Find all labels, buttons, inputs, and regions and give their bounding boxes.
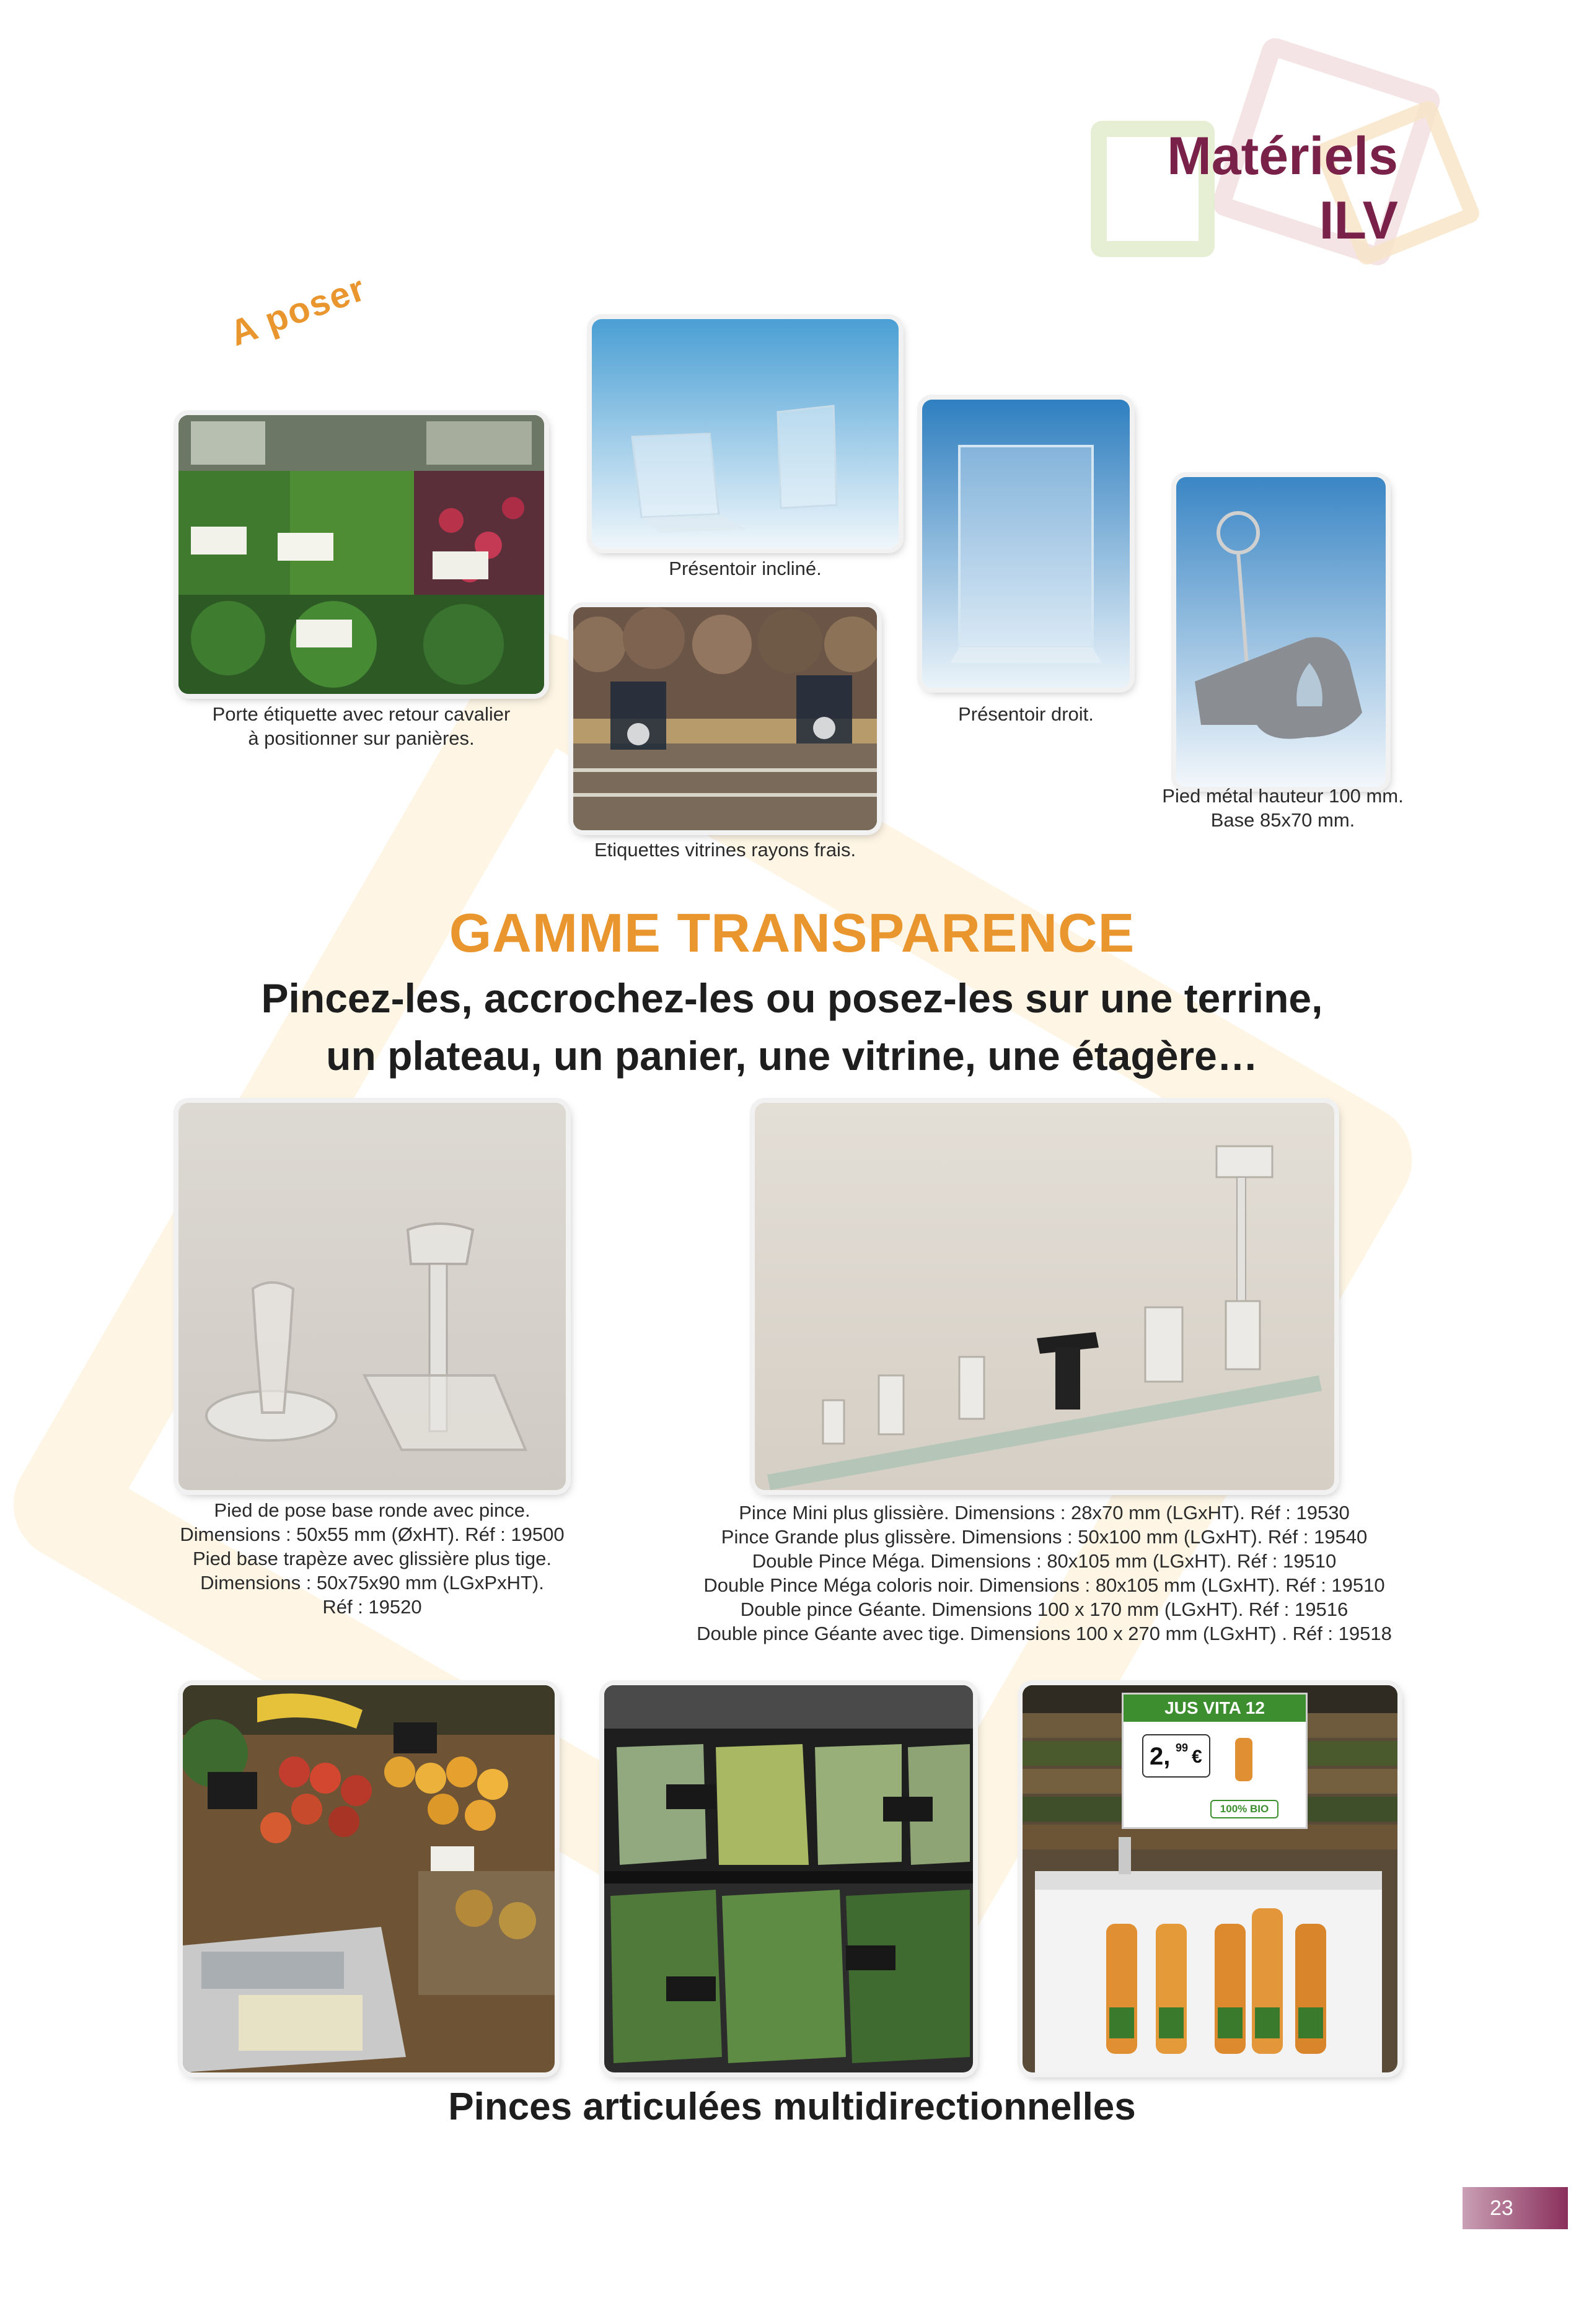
caption-porte-etiquette: Porte étiquette avec retour cavalier à positionner sur panières. [212, 703, 511, 749]
caption-pinces-glissiere: Pince Mini plus glissière. Dimensions : 28x70 mm (LGxHT). Réf : 19530 Pince Grande plus glissère. Dimensions : 50x100 mm (LGxHT). Réf : 19540 Double Pince Méga. Dimensions : 80x105 mm (LGxHT). Réf : 19510 Double Pince Méga coloris noir. Dimensions : 80x105 mm (LGxHT). Réf : 19510 Double pince Géante. Dimensions 100 x 170 mm (LGxHT). Réf : 19516 Double pince Géante avec tige. Dimensions 100 x 270 mm (LGxHT) . Réf : 19518 [697, 1502, 1392, 1644]
caption-pied-de-pose: Pied de pose base ronde avec pince. Dimensions : 50x55 mm (ØxHT). Réf : 19500 Pied base trapèze avec glissière plus tige. Dimensions : 50x75x90 mm (LGxPxHT). Réf : 19520 [180, 1499, 565, 1618]
caption-etiquettes-vitrines: Etiquettes vitrines rayons frais. [594, 839, 856, 861]
photo-jus-vita [1023, 1685, 1397, 2072]
caption-presentoir-incline: Présentoir incliné. [669, 558, 822, 579]
photo-pied-metal [1176, 477, 1386, 787]
photo-presentoir-droit [922, 400, 1130, 688]
juice-sign-title: JUS VITA 12 [1124, 1695, 1306, 1722]
photo-pied-de-pose [178, 1103, 566, 1490]
page-number: 23 [1463, 2187, 1568, 2229]
page-title-line1: Matériels [1167, 126, 1398, 186]
juice-bottle-icon [1235, 1738, 1252, 1781]
photo-presentoir-incline [592, 319, 899, 548]
photo-vegetable-baskets [178, 415, 544, 694]
gamme-subtitle: Pincez-les, accrochez-les ou posez-les sur une terrine, un plateau, un panier, une vitrine, une étagère… [261, 975, 1323, 1079]
page-title [1167, 124, 1398, 253]
page-title-line2: ILV [1319, 191, 1398, 250]
juice-sign [1122, 1693, 1308, 1829]
caption-pied-metal: Pied métal hauteur 100 mm. Base 85x70 mm. [1162, 785, 1404, 831]
section-heading-a-poser: A poser [224, 268, 371, 354]
photo-pinces-glissiere [755, 1103, 1334, 1490]
footer-title: Pinces articulées multidirectionnelles [448, 2085, 1136, 2128]
caption-presentoir-droit: Présentoir droit. [958, 703, 1094, 725]
gamme-title: GAMME TRANSPARENCE [449, 902, 1135, 963]
photo-etiquettes-vitrines [573, 607, 877, 830]
juice-price: 2, 99 € [1142, 1734, 1210, 1778]
photo-fruits-balance [183, 1685, 555, 2072]
photo-salades-sachets [604, 1685, 973, 2072]
bio-badge: 100% BIO [1210, 1800, 1278, 1818]
